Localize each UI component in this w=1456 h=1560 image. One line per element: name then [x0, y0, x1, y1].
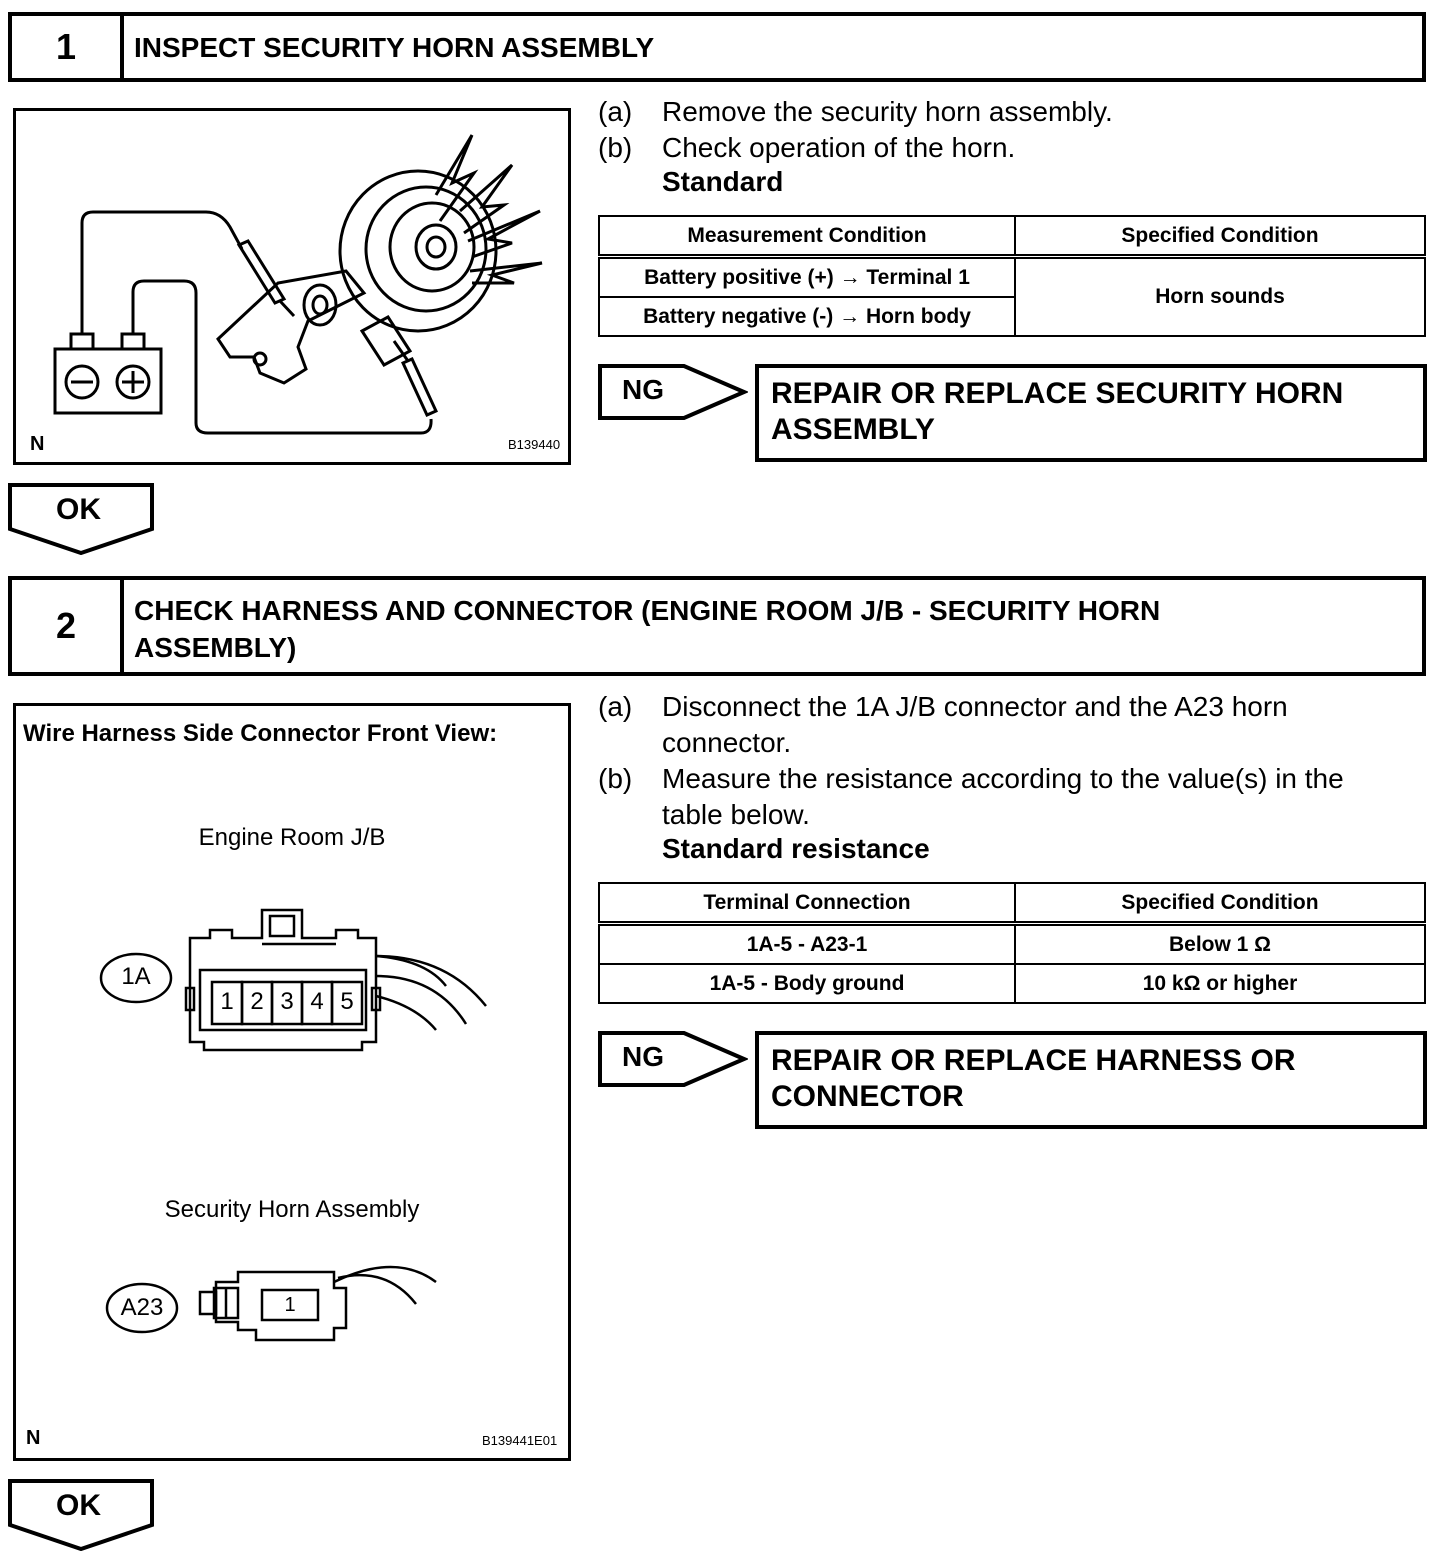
ng-action-line-2: CONNECTOR: [771, 1080, 964, 1113]
ok-label: OK: [56, 1489, 101, 1522]
table-cell: 10 kΩ or higher: [1015, 964, 1425, 1003]
step-2-title-line-2: ASSEMBLY): [134, 632, 297, 663]
ng-action-line-2: ASSEMBLY: [771, 413, 935, 446]
step-1-standard-label: Standard: [662, 166, 784, 197]
ng-action-line-1: REPAIR OR REPLACE HARNESS OR: [771, 1044, 1296, 1077]
step-2-number: 2: [12, 580, 124, 672]
horn-battery-illustration: [16, 111, 568, 462]
instruction-label: (b): [598, 763, 633, 794]
connector-illustration: [16, 706, 568, 1458]
ok-label: OK: [56, 493, 101, 526]
ng-arrow-icon: [598, 1031, 748, 1089]
step-2-instruction-a: [598, 689, 1418, 761]
figure-2-heading: Wire Harness Side Connector Front View:: [23, 720, 498, 747]
jb-caption: Engine Room J/B: [198, 824, 386, 851]
instruction-text: Remove the security horn assembly.: [662, 96, 1113, 127]
instruction-text-line-2: connector.: [662, 727, 792, 758]
table-cell-result: Horn sounds: [1015, 257, 1425, 337]
instruction-label: (a): [598, 691, 633, 722]
table-cell: Battery positive (+) → Terminal 1: [599, 257, 1015, 298]
instruction-text-line-2: table below.: [662, 799, 810, 830]
figure-2-corner-label: N: [26, 1427, 41, 1449]
jb-pin-5: 5: [340, 988, 354, 1015]
step-2-title: [134, 592, 1160, 666]
horn-pin-1: 1: [284, 1294, 296, 1316]
step-2-ng-action: [755, 1031, 1427, 1129]
connector-figure: [13, 703, 571, 1461]
step-1-instruction-a: [598, 94, 1418, 130]
table-header: Terminal Connection: [599, 883, 1015, 924]
instruction-label: (b): [598, 132, 633, 163]
instruction-text-line-1: Measure the resistance according to the value(s) in the: [662, 763, 1344, 794]
figure-1-corner-label: N: [30, 433, 45, 455]
step-2-ng-indicator: [598, 1031, 748, 1094]
jb-pin-4: 4: [310, 988, 324, 1015]
instruction-label: (a): [598, 96, 633, 127]
step-2-title-line-1: CHECK HARNESS AND CONNECTOR (ENGINE ROOM J/B - SECURITY HORN: [134, 595, 1161, 626]
step-2-standard-label: Standard resistance: [662, 833, 930, 864]
table-cell: Below 1 Ω: [1015, 924, 1425, 965]
step-1-spec-table: [598, 215, 1426, 337]
table-header: Specified Condition: [1015, 883, 1425, 924]
step-1-ok-indicator: [8, 483, 156, 560]
ng-action-line-1: REPAIR OR REPLACE SECURITY HORN: [771, 377, 1344, 410]
ng-label: NG: [622, 1041, 664, 1072]
instruction-text: Check operation of the horn.: [662, 132, 1016, 163]
horn-caption: Security Horn Assembly: [164, 1196, 420, 1223]
step-1-header: [8, 12, 1426, 82]
horn-test-figure: [13, 108, 571, 465]
step-2-spec-table: [598, 882, 1426, 1004]
step-2-header: [8, 576, 1426, 676]
horn-connector-label: A23: [120, 1294, 164, 1321]
step-1-number: 1: [12, 16, 124, 78]
step-2-instruction-b: [598, 761, 1418, 833]
step-2-ok-indicator: [8, 1479, 156, 1556]
jb-connector-label: 1A: [121, 963, 151, 990]
ng-label: NG: [622, 374, 664, 405]
jb-pin-2: 2: [250, 988, 264, 1015]
table-header: Specified Condition: [1015, 216, 1425, 257]
step-1-instruction-b: [598, 130, 1418, 166]
jb-pin-3: 3: [280, 988, 294, 1015]
step-1-title: INSPECT SECURITY HORN ASSEMBLY: [134, 32, 655, 63]
table-cell: 1A-5 - Body ground: [599, 964, 1015, 1003]
ng-arrow-icon: [598, 364, 748, 422]
table-cell: 1A-5 - A23-1: [599, 924, 1015, 965]
table-cell: Battery negative (-) → Horn body: [599, 297, 1015, 336]
figure-2-id: B139441E01: [482, 1433, 558, 1448]
step-1-ng-action: [755, 364, 1427, 462]
jb-pin-1: 1: [220, 988, 234, 1015]
instruction-text-line-1: Disconnect the 1A J/B connector and the A23 horn: [662, 691, 1288, 722]
step-1-ng-indicator: [598, 364, 748, 427]
table-header: Measurement Condition: [599, 216, 1015, 257]
figure-1-id: B139440: [508, 437, 561, 452]
